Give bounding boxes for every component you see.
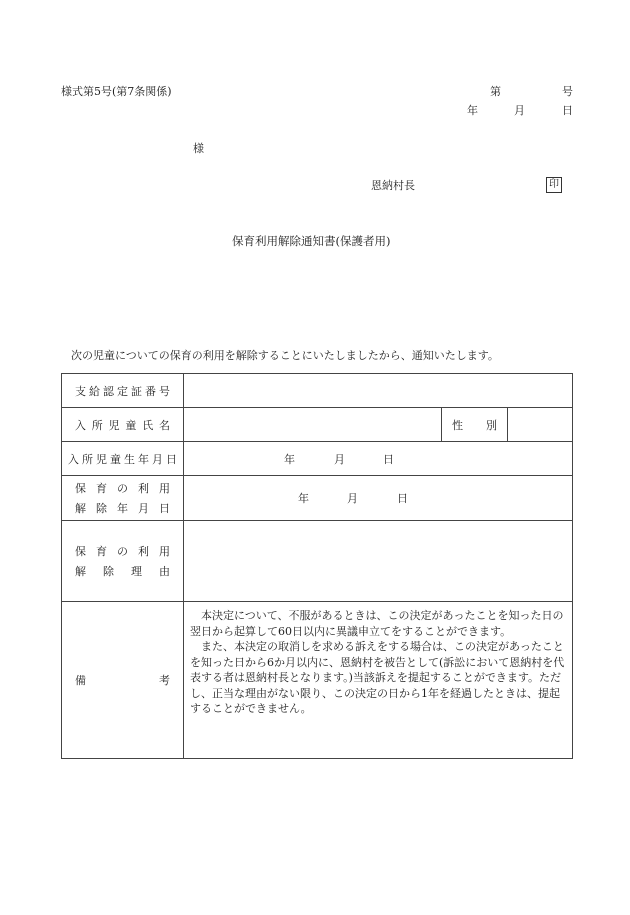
label-char: 日 <box>159 502 170 515</box>
birthdate-day: 日 <box>383 452 394 466</box>
form-number: 様式第5号(第7条関係) <box>61 85 172 98</box>
release-day: 日 <box>397 492 408 505</box>
label-char: 給 <box>89 384 100 398</box>
label-char: 用 <box>159 482 170 495</box>
label-char: 支 <box>75 384 86 398</box>
intro-text: 次の児童についての保育の利用を解除することにいたしましたから、通知いたします。 <box>71 349 499 362</box>
label-char: 考 <box>159 674 170 687</box>
value-child-name[interactable] <box>184 408 442 442</box>
label-text <box>452 417 497 433</box>
label-char: 童 <box>125 418 137 432</box>
release-month: 月 <box>347 492 358 505</box>
row-release-date <box>62 476 573 521</box>
label-remarks <box>62 602 184 759</box>
birthdate-year: 年 <box>284 452 295 466</box>
label-char: 用 <box>159 545 170 558</box>
label-text <box>75 563 170 579</box>
remarks-paragraph-2: また、本決定の取消しを求める訴えをする場合は、この決定があったことを知った日から6か月以内に、恩納村を被告として(訴訟において恩納村を代表する者は恩納村長となります。)当該訴えを提起することができます。ただし、正当な理由がない限り、この決定の日から1年を経過したときは、提起することができません。 <box>190 640 565 715</box>
row-birthdate <box>62 442 573 476</box>
value-release-reason[interactable] <box>184 521 573 602</box>
label-char: 解 <box>75 565 86 578</box>
label-char: 生 <box>124 452 135 466</box>
seal-mark: 印 <box>546 177 562 193</box>
label-char: 日 <box>166 452 177 466</box>
sender: 恩納村長 <box>371 179 415 192</box>
value-birthdate[interactable] <box>184 442 573 476</box>
label-char: 育 <box>96 482 107 495</box>
number-go: 号 <box>562 85 573 98</box>
release-year: 年 <box>298 492 309 505</box>
date-month: 月 <box>514 104 525 117</box>
row-child-name <box>62 408 573 442</box>
label-char: 証 <box>131 384 142 398</box>
label-char: 性 <box>452 418 463 432</box>
label-char: 年 <box>138 452 149 466</box>
label-char: の <box>117 482 128 495</box>
label-char: 号 <box>159 384 170 398</box>
label-char: 除 <box>103 565 114 578</box>
value-release-date[interactable] <box>184 476 573 521</box>
label-text <box>75 500 170 516</box>
label-char: 児 <box>108 418 120 432</box>
label-char: 定 <box>117 384 128 398</box>
label-char: 保 <box>75 545 86 558</box>
label-char: 番 <box>145 384 156 398</box>
label-char: 月 <box>152 452 163 466</box>
birthdate-month: 月 <box>334 452 345 466</box>
label-text <box>75 672 170 688</box>
label-child-name <box>62 408 184 442</box>
row-certificate-number <box>62 374 573 408</box>
remarks-paragraph-1: 本決定について、不服があるときは、この決定があったことを知った日の翌日から起算して60日以内に異議申立てをすることができます。 <box>190 609 564 638</box>
label-char: 氏 <box>142 418 154 432</box>
label-char: 除 <box>96 502 107 515</box>
label-char: 入 <box>68 452 79 466</box>
label-birthdate <box>62 442 184 476</box>
label-char: 解 <box>75 502 86 515</box>
label-char: 保 <box>75 482 86 495</box>
document-title: 保育利用解除通知書(保護者用) <box>232 234 391 248</box>
label-char: 年 <box>117 502 128 515</box>
label-text <box>75 417 170 433</box>
remarks-text <box>184 602 573 759</box>
label-char: の <box>117 545 128 558</box>
label-certificate-number <box>62 374 184 408</box>
label-char: 利 <box>138 482 149 495</box>
label-char: 由 <box>159 565 170 578</box>
label-char: 児 <box>96 452 107 466</box>
row-release-reason <box>62 521 573 602</box>
value-sex[interactable] <box>508 408 573 442</box>
label-release-reason <box>62 521 184 602</box>
addressee-suffix: 様 <box>193 142 204 155</box>
notice-form-table <box>61 373 573 759</box>
label-char: 育 <box>96 545 107 558</box>
label-char: 所 <box>91 418 103 432</box>
label-char: 所 <box>82 452 93 466</box>
label-char: 理 <box>131 565 142 578</box>
label-char: 備 <box>75 674 86 687</box>
date-year: 年 <box>467 104 478 117</box>
label-char: 入 <box>75 418 86 432</box>
number-dai: 第 <box>490 85 501 98</box>
label-text <box>75 543 170 559</box>
label-release-date <box>62 476 184 521</box>
label-char: 別 <box>486 418 497 432</box>
label-text <box>75 480 170 496</box>
label-char: 名 <box>158 418 170 432</box>
date-day: 日 <box>562 104 573 117</box>
label-char: 童 <box>110 452 121 466</box>
label-sex <box>442 408 508 442</box>
label-char: 月 <box>138 502 149 515</box>
label-text <box>68 451 177 467</box>
label-char: 認 <box>103 384 114 398</box>
value-certificate-number[interactable] <box>184 374 573 408</box>
label-char: 利 <box>138 545 149 558</box>
label-text <box>75 383 170 399</box>
row-remarks <box>62 602 573 759</box>
